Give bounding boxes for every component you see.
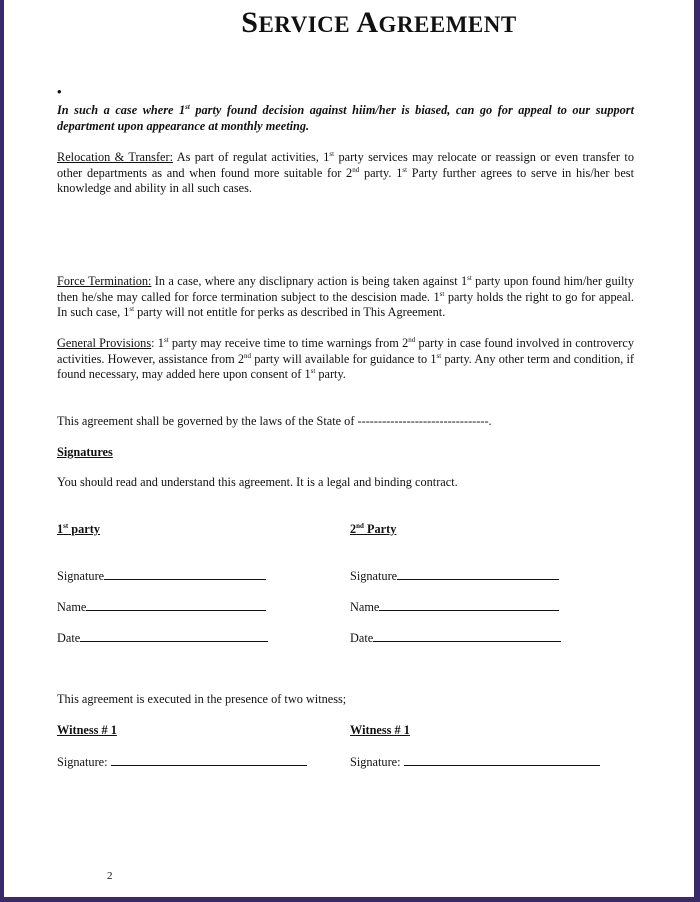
party2-name-field[interactable]: Name: [350, 599, 559, 615]
witness-right-heading: Witness # 1: [350, 723, 410, 737]
general-provisions-clause: General Provisions: 1st party may receive time to time warnings from 2nd party in case found involved in controvercy activities. However, assistance from 2nd party will available for guidance to 1st party. Any other term and condition, if found necessary, may added here upon consent of 1st party.: [57, 336, 635, 382]
force-termination-clause: Force Termination: In a case, where any disclipnary action is being taken against 1st party upon found him/her guilty then he/she may called for force termination subject to the descision made. 1st party holds the right to go for appeal. In such case, 1st party will not entitle for perks as described in This Agreement.: [57, 274, 634, 320]
appeal-clause: In such a case where 1st party found decision against hiim/her is biased, can go for appeal to our support department upon appearance at monthly meeting.: [57, 103, 634, 133]
party1-heading: 1st party: [57, 522, 100, 536]
witness-notice: This agreement is executed in the presence of two witness;: [57, 692, 347, 706]
relocation-clause: Relocation & Transfer: As part of regulat activities, 1st party services may relocate or reassign or even transfer to other departments as and when found more suitable for 2nd party. 1st Party further agrees to serve in his/her best knowledge and ability in all such cases.: [57, 150, 634, 196]
general-provisions-heading: General Provisions: [57, 336, 152, 350]
document-title: SERVICE AGREEMENT: [241, 6, 517, 39]
force-termination-heading: Force Termination:: [57, 274, 152, 288]
witness-left-signature-field[interactable]: Signature:: [57, 754, 307, 770]
party2-date-field[interactable]: Date: [350, 630, 561, 646]
page-number: 2: [107, 870, 113, 882]
document-page: [4, 0, 694, 897]
read-notice: You should read and understand this agreement. It is a legal and binding contract.: [57, 475, 458, 489]
party1-signature-field[interactable]: Signature: [57, 568, 266, 584]
relocation-heading: Relocation & Transfer:: [57, 150, 174, 164]
party2-heading: 2nd Party: [350, 522, 397, 536]
party2-signature-field[interactable]: Signature: [350, 568, 559, 584]
bullet-point: •: [57, 84, 62, 99]
governing-law: This agreement shall be governed by the laws of the State of --------------------------------.: [57, 414, 492, 428]
signatures-heading: Signatures: [57, 445, 113, 459]
witness-right-signature-field[interactable]: Signature:: [350, 754, 600, 770]
party1-date-field[interactable]: Date: [57, 630, 268, 646]
party1-name-field[interactable]: Name: [57, 599, 266, 615]
witness-left-heading: Witness # 1: [57, 723, 117, 737]
